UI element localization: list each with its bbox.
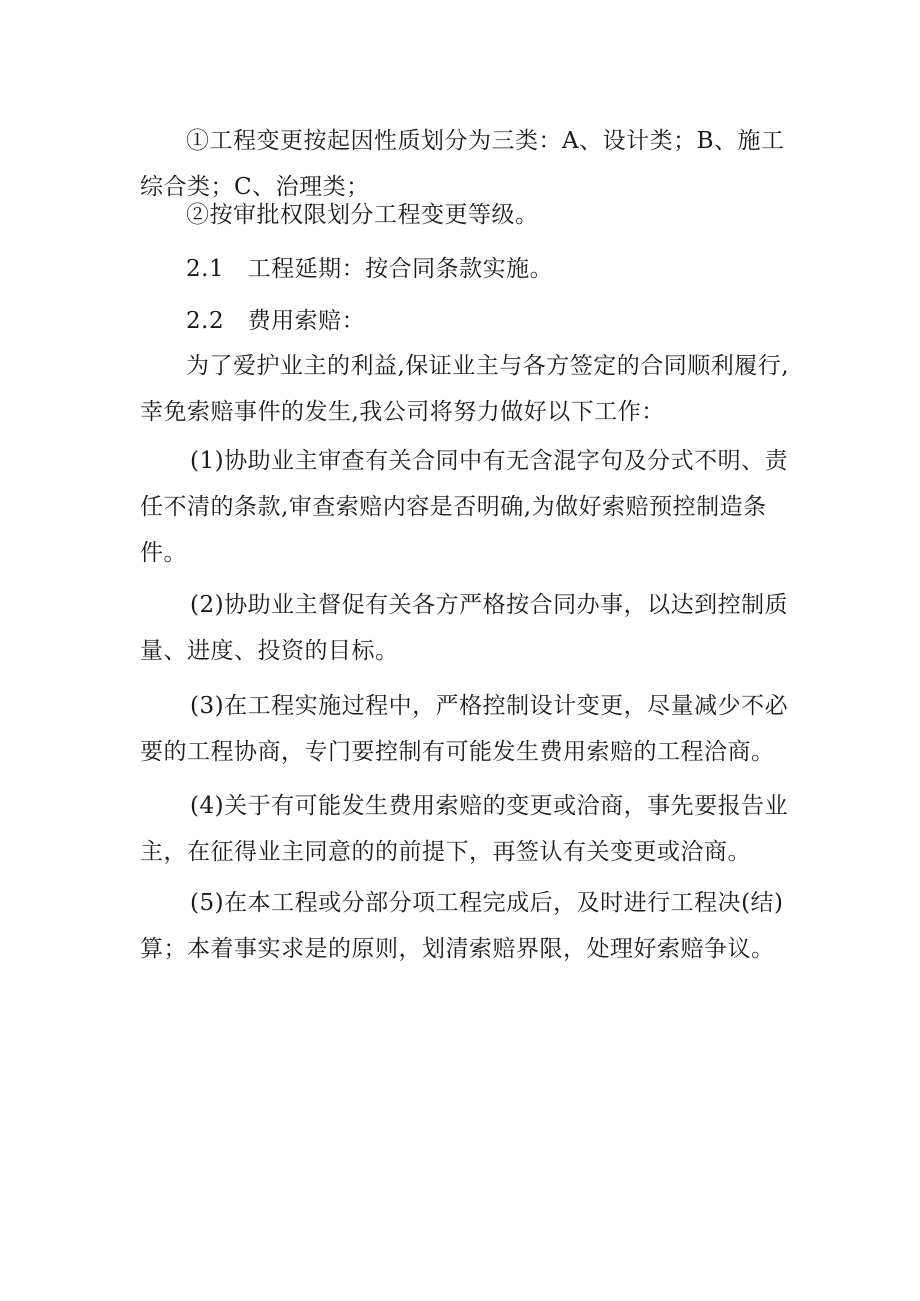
paragraph-section-2-1: 2.1 工程延期：按合同条款实施。 bbox=[186, 256, 554, 282]
paragraph-approval-levels: ②按审批权限划分工程变更等级。 bbox=[186, 202, 539, 228]
paragraph-section-2-2: 2.2 费用索赔： bbox=[186, 308, 366, 334]
paragraph-change-classification: ①工程变更按起因性质划分为三类：A、设计类；B、施工综合类；C、治理类； bbox=[140, 128, 785, 200]
paragraph-item-3: (3)在工程实施过程中，严格控制设计变更，尽量减少不必要的工程协商，专门要控制有可能发生费用索赔的工程洽商。 bbox=[140, 693, 789, 765]
paragraph-item-2: (2)协助业主督促有关各方严格按合同办事，以达到控制质量、进度、投资的目标。 bbox=[140, 592, 789, 664]
paragraph-item-4: (4)关于有可能发生费用索赔的变更或洽商，事先要报告业主，在征得业主同意的的前提下，再签认有关变更或洽商。 bbox=[140, 793, 789, 865]
paragraph-item-1: (1)协助业主审查有关合同中有无含混字句及分式不明、责任不清的条款,审查索赔内容是否明确,为做好索赔预控制造条件。 bbox=[140, 448, 789, 566]
paragraph-intro: 为了爱护业主的利益,保证业主与各方签定的合同顺利履行,幸免索赔事件的发生,我公司将努力做好以下工作： bbox=[140, 353, 790, 425]
paragraph-item-5: (5)在本工程或分部分项工程完成后，及时进行工程决(结)算；本着事实求是的原则，划清索赔界限，处理好索赔争议。 bbox=[140, 890, 784, 962]
